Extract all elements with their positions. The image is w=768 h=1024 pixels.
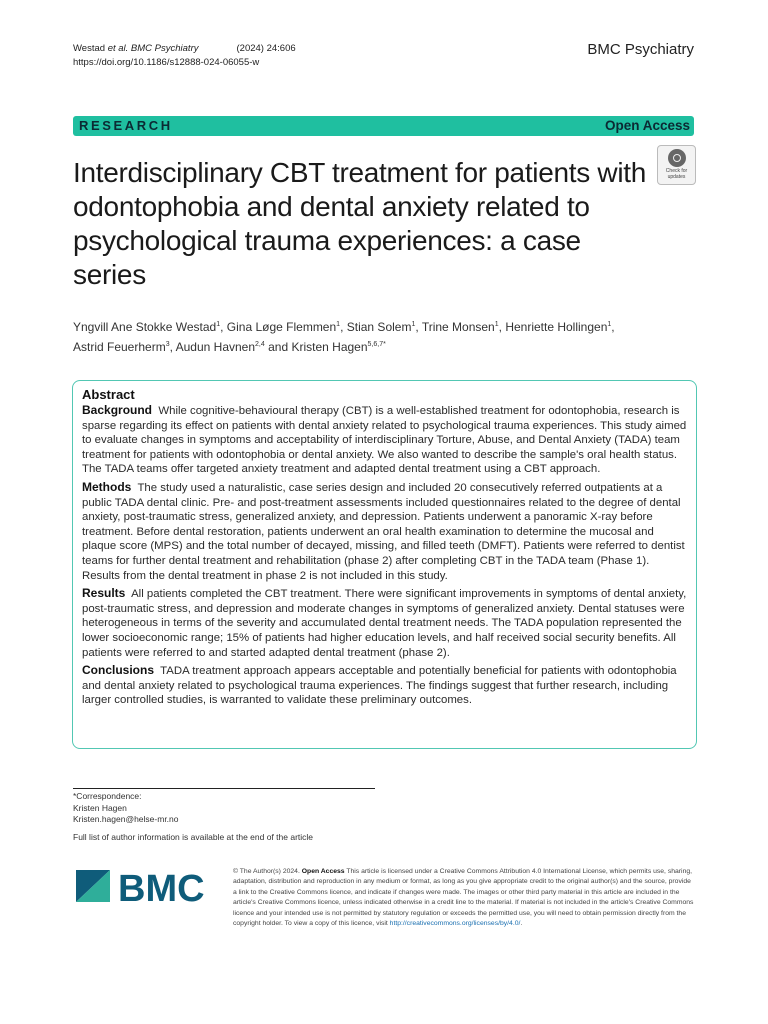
journal-name: BMC Psychiatry	[587, 41, 694, 58]
conclusions-label: Conclusions	[82, 663, 155, 678]
running-header	[73, 42, 296, 70]
author-separator: ,	[498, 320, 506, 334]
article-type-label: RESEARCH	[79, 118, 173, 133]
abstract-methods: Methods The study used a naturalistic, case series design and included 20 consecutively referred outpatients at a public TADA dental clinic. Pre- and post-treatment assessments included questionnaires related to the degree of dental anxiety, post-traumatic stress, generalized anxiety, and depression. Patients underwent a panoramic X-ray before treatment. Before dental restoration, patients underwent an oral health examination to determine the mucosal and plaque score (MPS) and the total number of decayed, missing, and filled teeth (DMFT). Patients were referred to dentist teams for further dental treatment and rehabilitation (phase 2) after completing CBT in the TADA team (Phase 1). Results from the dental treatment in phase 2 is not included in this study.	[82, 479, 685, 582]
author-affiliation: 1	[494, 321, 499, 328]
author-list	[73, 316, 673, 356]
author-affiliation: 2,4	[255, 341, 265, 348]
correspondence-name: Kristen Hagen	[73, 802, 127, 813]
license-open-access: Open Access	[301, 868, 345, 875]
author-name: Audun Havnen	[175, 340, 256, 354]
background-label: Background	[82, 403, 153, 417]
author-name: Yngvill Ane Stokke Westad	[73, 320, 217, 334]
article-type-banner	[73, 116, 694, 136]
author-name: Astrid Feuerherm	[73, 340, 166, 354]
author-affiliation: 1	[411, 321, 416, 328]
author-name: Trine Monsen	[421, 320, 495, 334]
correspondence-block	[73, 791, 179, 826]
badge-text: Check for updates	[665, 168, 688, 180]
author-separator: ,	[340, 320, 347, 334]
article-title: Interdisciplinary CBT treatment for patients with odontophobia and dental anxiety related to psychological trauma experiences: a case series	[73, 157, 647, 290]
footnote-divider	[73, 788, 375, 789]
author-separator: ,	[169, 340, 176, 354]
abstract-heading: Abstract	[82, 387, 135, 402]
abstract-results: Results All patients completed the CBT treatment. There were significant improvements in symptoms of dental anxiety, post-traumatic stress, and depression and moderate changes in symptoms of generalized anxiety. Dental statuses were heterogeneous in terms of the severity and accumulated dental treatment needs. The TADA population represented the lower socioeconomic range; 15% of patients had higher education levels, and half received social security benefits. All patients were referred to and started adapted dental treatment (phase 2).	[82, 586, 687, 659]
author-separator: ,	[611, 320, 615, 334]
author-name: Henriette Hollingen	[505, 320, 608, 334]
correspondence-label: *Correspondence:	[73, 791, 142, 801]
abstract-conclusions: Conclusions TADA treatment approach appears acceptable and potentially beneficial for patients with odontophobia and dental anxiety related to psychological trauma experiences. The findings suggest that further research, including larger controlled studies, is warranted to validate these preliminary outcomes.	[82, 663, 677, 707]
author-separator: ,	[220, 320, 227, 334]
author-separator: ,	[415, 320, 422, 334]
citation-year: (2024) 24:606	[236, 43, 296, 54]
bmc-logo-icon	[76, 868, 216, 904]
methods-label: Methods	[82, 479, 132, 494]
license-statement: © The Author(s) 2024. Open Access This article is licensed under a Creative Commons Attribution 4.0 International License, which permits use, sharing, adaptation, distribution and reproduction in any medium or format, as long as you give appropriate credit to the original author(s) and the source, provide a link to the Creative Commons licence, and indicate if changes were made. The images or other third party material in this article are included in the article's Creative Commons licence, unless indicated otherwise in a credit line to the material. If material is not included in the article's Creative Commons licence and your intended use is not permitted by statutory regulation or exceeds the permitted use, you will need to obtain permission directly from the copyright holder. To view a copy of this licence, visit http://creativecommons.org/licenses/by/4.0/.	[233, 868, 694, 928]
citation-journal: et al. BMC Psychiatry	[107, 43, 199, 54]
abstract-box	[72, 380, 697, 749]
author-affiliation: 3	[165, 341, 170, 348]
author-affiliation: 1	[336, 321, 341, 328]
results-label: Results	[82, 586, 126, 601]
author-affiliation: 1	[607, 321, 612, 328]
author-separator: and	[264, 340, 292, 354]
author-name: Kristen Hagen	[291, 340, 368, 354]
license-link[interactable]: http://creativecommons.org/licenses/by/4.0/	[389, 920, 521, 928]
open-access-label: Open Access	[604, 118, 690, 133]
bmc-logo-text: BMC	[118, 868, 205, 904]
author-affiliation: 1	[216, 321, 221, 328]
correspondence-email[interactable]: Kristen.hagen@helse-mr.no	[73, 814, 179, 824]
author-name: Stian Solem	[346, 320, 412, 334]
doi-link[interactable]: https://doi.org/10.1186/s12888-024-06055-w	[73, 57, 260, 68]
citation-authors: Westad	[73, 43, 108, 54]
check-for-updates-badge[interactable]	[657, 145, 696, 185]
author-name: Gina Løge Flemmen	[226, 320, 337, 334]
author-info-note: Full list of author information is available at the end of the article	[73, 832, 314, 842]
abstract-background: Background While cognitive-behavioural therapy (CBT) is a well-established treatment for odontophobia, research is sparse regarding its effect on patients with dental anxiety related to psychological trauma experiences. This study aimed to evaluate changes in symptoms and acceptability of interdisciplinary Torture, Abuse, and Dental Anxiety (TADA) team treatment for patients with odontophobia or dental anxiety. We also wanted to describe the sample's oral health status. The TADA teams offer targeted anxiety treatment and adapted dental treatment using a CBT approach.	[82, 403, 687, 476]
author-affiliation: 5,6,7*	[367, 341, 386, 348]
check-for-updates-icon	[668, 149, 686, 167]
